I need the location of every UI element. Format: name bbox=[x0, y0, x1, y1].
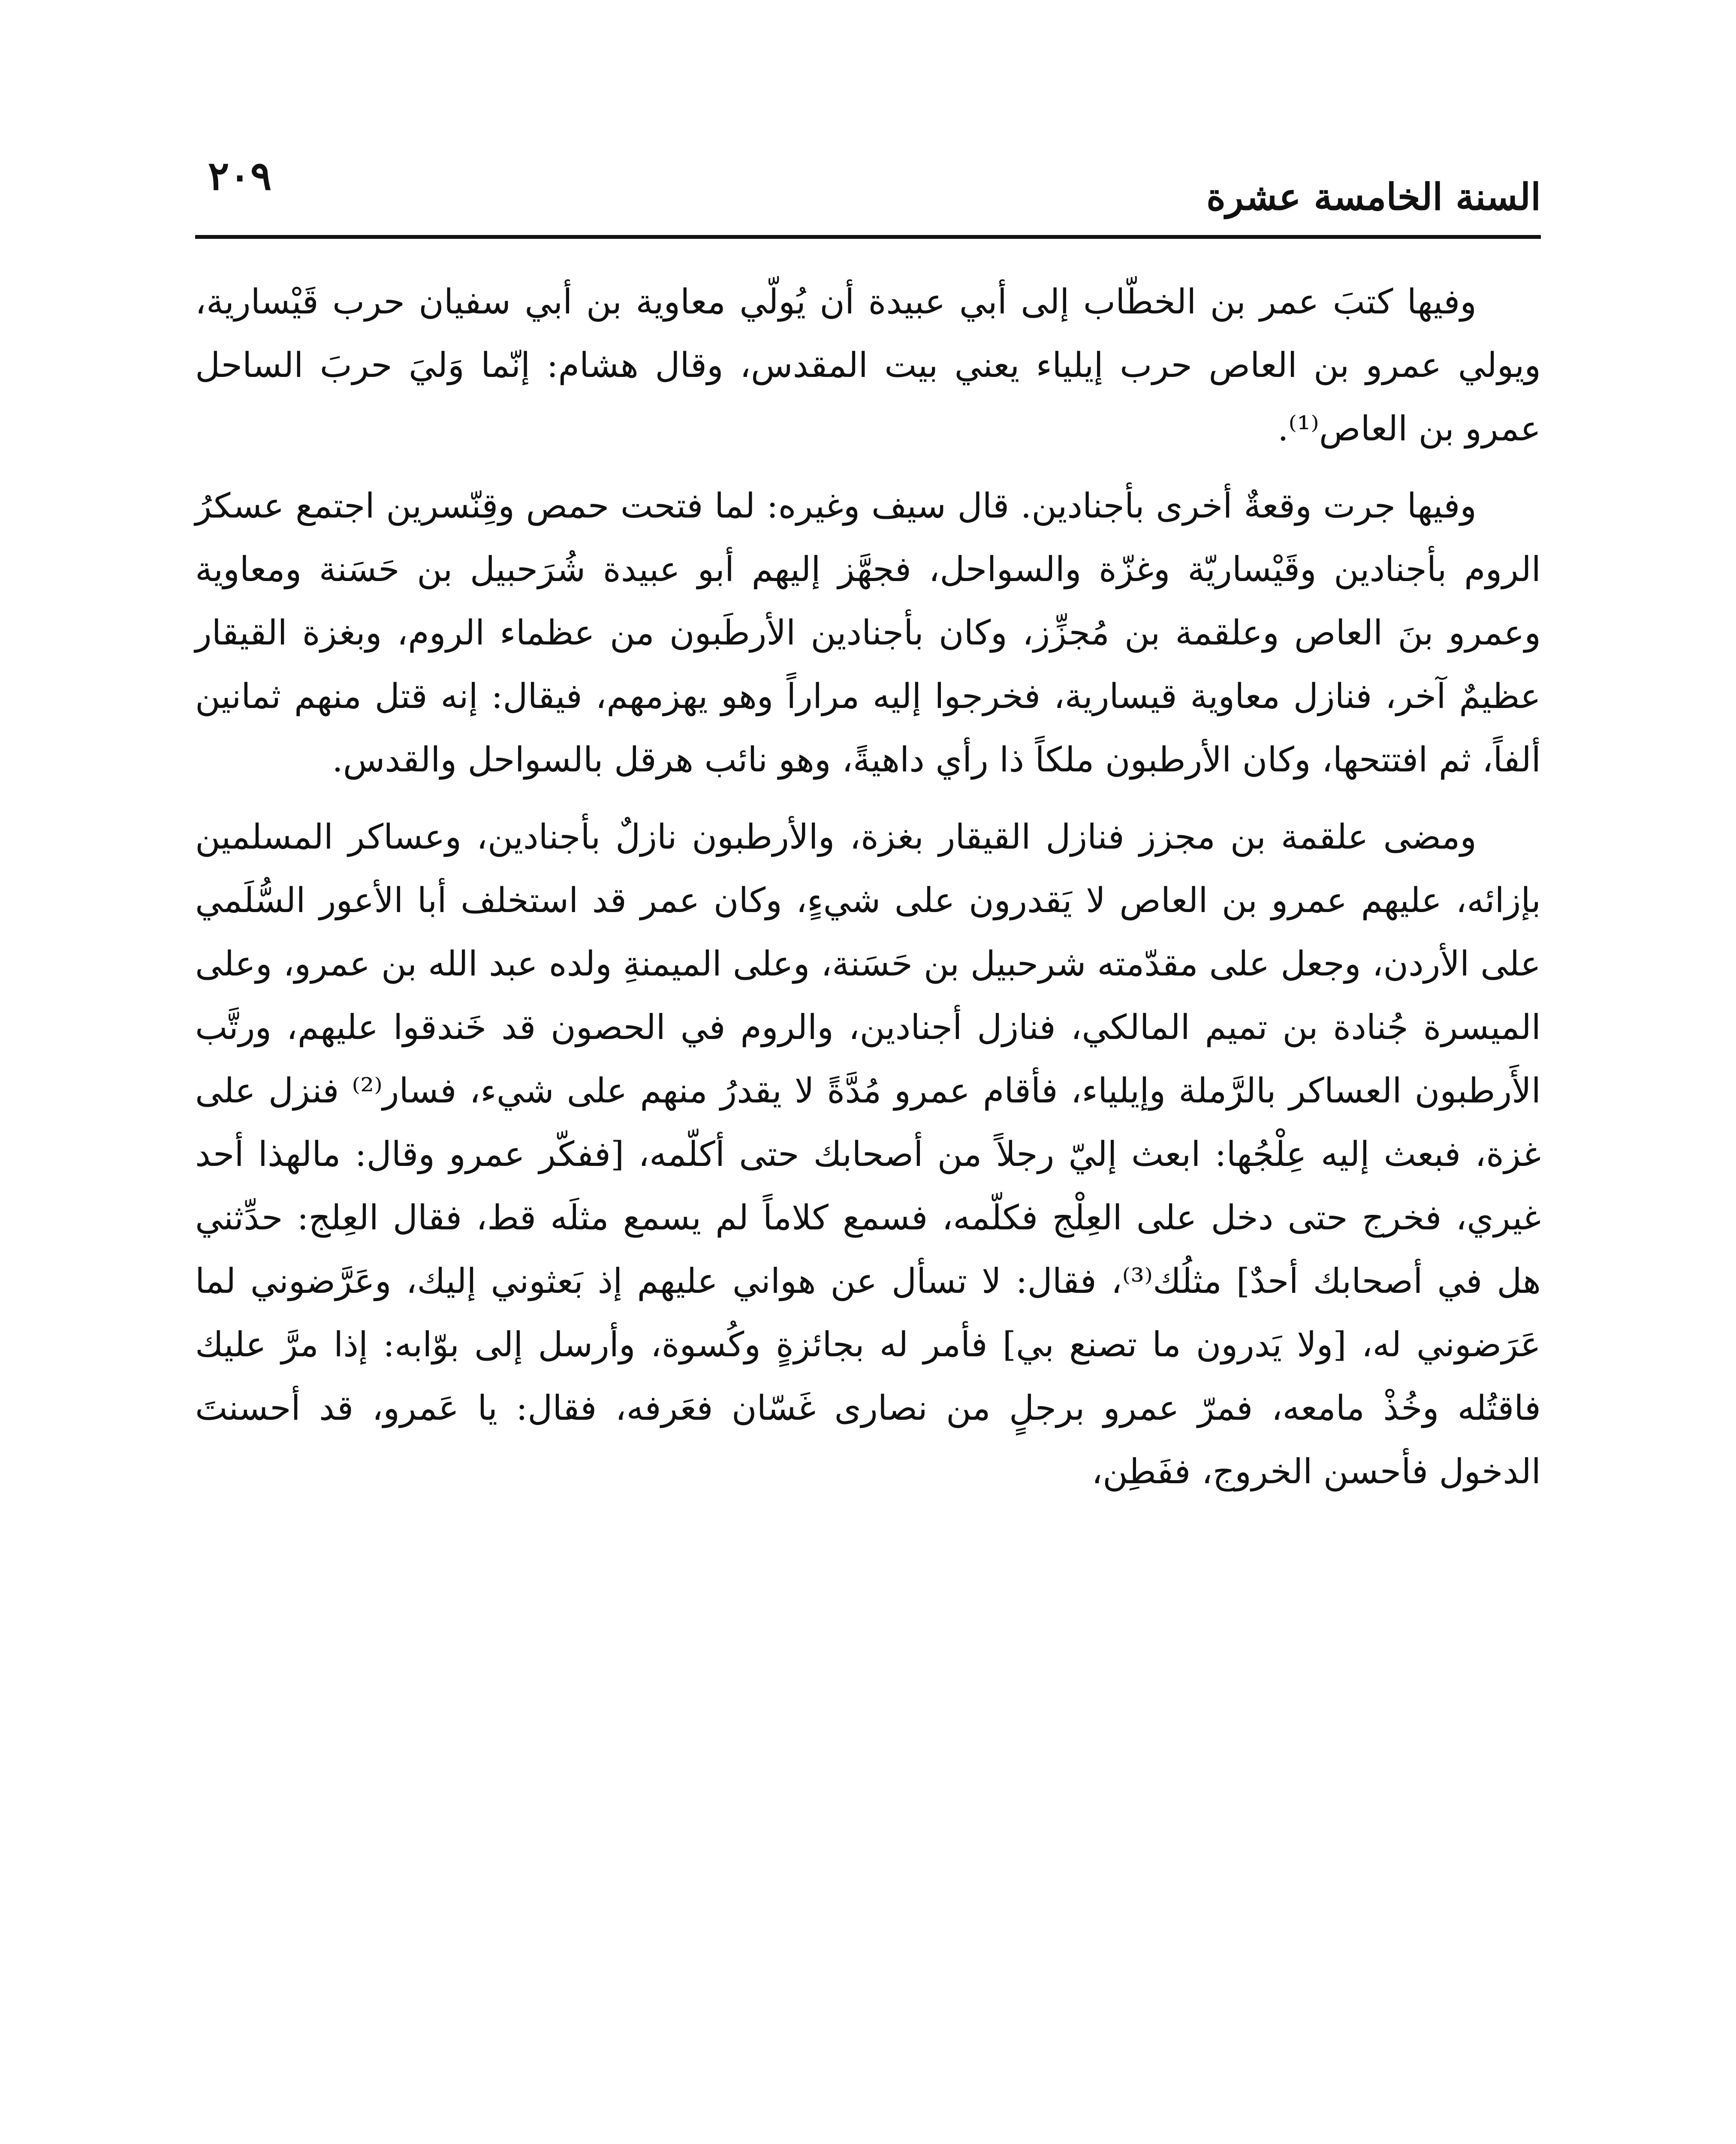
chapter-title: السنة الخامسة عشرة bbox=[1206, 175, 1541, 219]
paragraph-2: وفيها جرت وقعةٌ أخرى بأجنادين. قال سيف وغيره: لما فتحت حمص وقِنّسرين اجتمع عسكرُ الروم بأجنادين وقَيْساريّة وغزّة والسواحل، فجهَّز إليهم أبو عبيدة شُرَحبيل بن حَسَنة ومعاوية وعمرو بنَ العاص وعلقمة بن مُجزِّز، وكان بأجنادين الأرطَبون من عظماء الروم، وبغزة القيقار عظيمٌ آخر، فنازل معاوية قيسارية، فخرجوا إليه مراراً وهو يهزمهم، فيقال: إنه قتل منهم ثمانين ألفاً، ثم افتتحها، وكان الأرطبون ملكاً ذا رأي داهيةً، وهو نائب هرقل بالسواحل والقدس. bbox=[195, 486, 1541, 780]
header-divider bbox=[195, 235, 1541, 239]
paragraph-3: ومضى علقمة بن مجزز فنازل القيقار بغزة، والأرطبون نازلٌ بأجنادين، وعساكر المسلمين بإزائه، عليهم عمرو بن العاص لا يَقدرون على شيءٍ، وكان عمر قد استخلف أبا الأعور السُّلَمي على الأردن، وجعل على مقدّمته شرحبيل بن حَسَنة، وعلى الميمنةِ ولده عبد الله بن عمرو، وعلى الميسرة جُنادة بن تميم المالكي، فنازل أجنادين، والروم في الحصون قد خَندقوا عليهم، ورتَّب الأَرطبون العساكر بالرَّملة وإيلياء، فأقام عمرو مُدَّةً لا يقدرُ منهم على شيء، فسار⁽²⁾ فنزل على غزة، فبعث إليه عِلْجُها: ابعث إليّ رجلاً من أصحابك حتى أكلّمه، [ففكّر عمرو وقال: مالهذا أحد غيري، فخرج حتى دخل على العِلْج فكلّمه، فسمع كلاماً لم يسمع مثلَه قط، فقال العِلج: حدِّثني هل في أصحابك أحدٌ] مثلُك⁽³⁾، فقال: لا تسأل عن هواني عليهم إذ بَعثوني إليك، وعَرَّضوني لما عَرَضوني له، [ولا يَدرون ما تصنع بي] فأمر له بجائزةٍ وكُسوة، وأرسل إلى بوّابه: إذا مرَّ عليك فاقتُله وخُذْ مامعه، فمرّ عمرو برجلٍ من نصارى غَسّان فعَرفه، فقال: يا عَمرو، قد أحسنتَ الدخول فأحسن الخروج، ففَطِن، bbox=[195, 817, 1541, 1491]
page-number: ٢٠٩ bbox=[208, 153, 272, 199]
running-header bbox=[195, 154, 1541, 219]
main-text bbox=[195, 270, 1541, 1517]
paragraph-1: وفيها كتبَ عمر بن الخطّاب إلى أبي عبيدة أن يُولّي معاوية بن أبي سفيان حرب قَيْسارية، ويولي عمرو بن العاص حرب إيلياء يعني بيت المقدس، وقال هشام: إنّما وَليَ حربَ الساحل عمرو بن العاص⁽¹⁾. bbox=[195, 282, 1541, 449]
